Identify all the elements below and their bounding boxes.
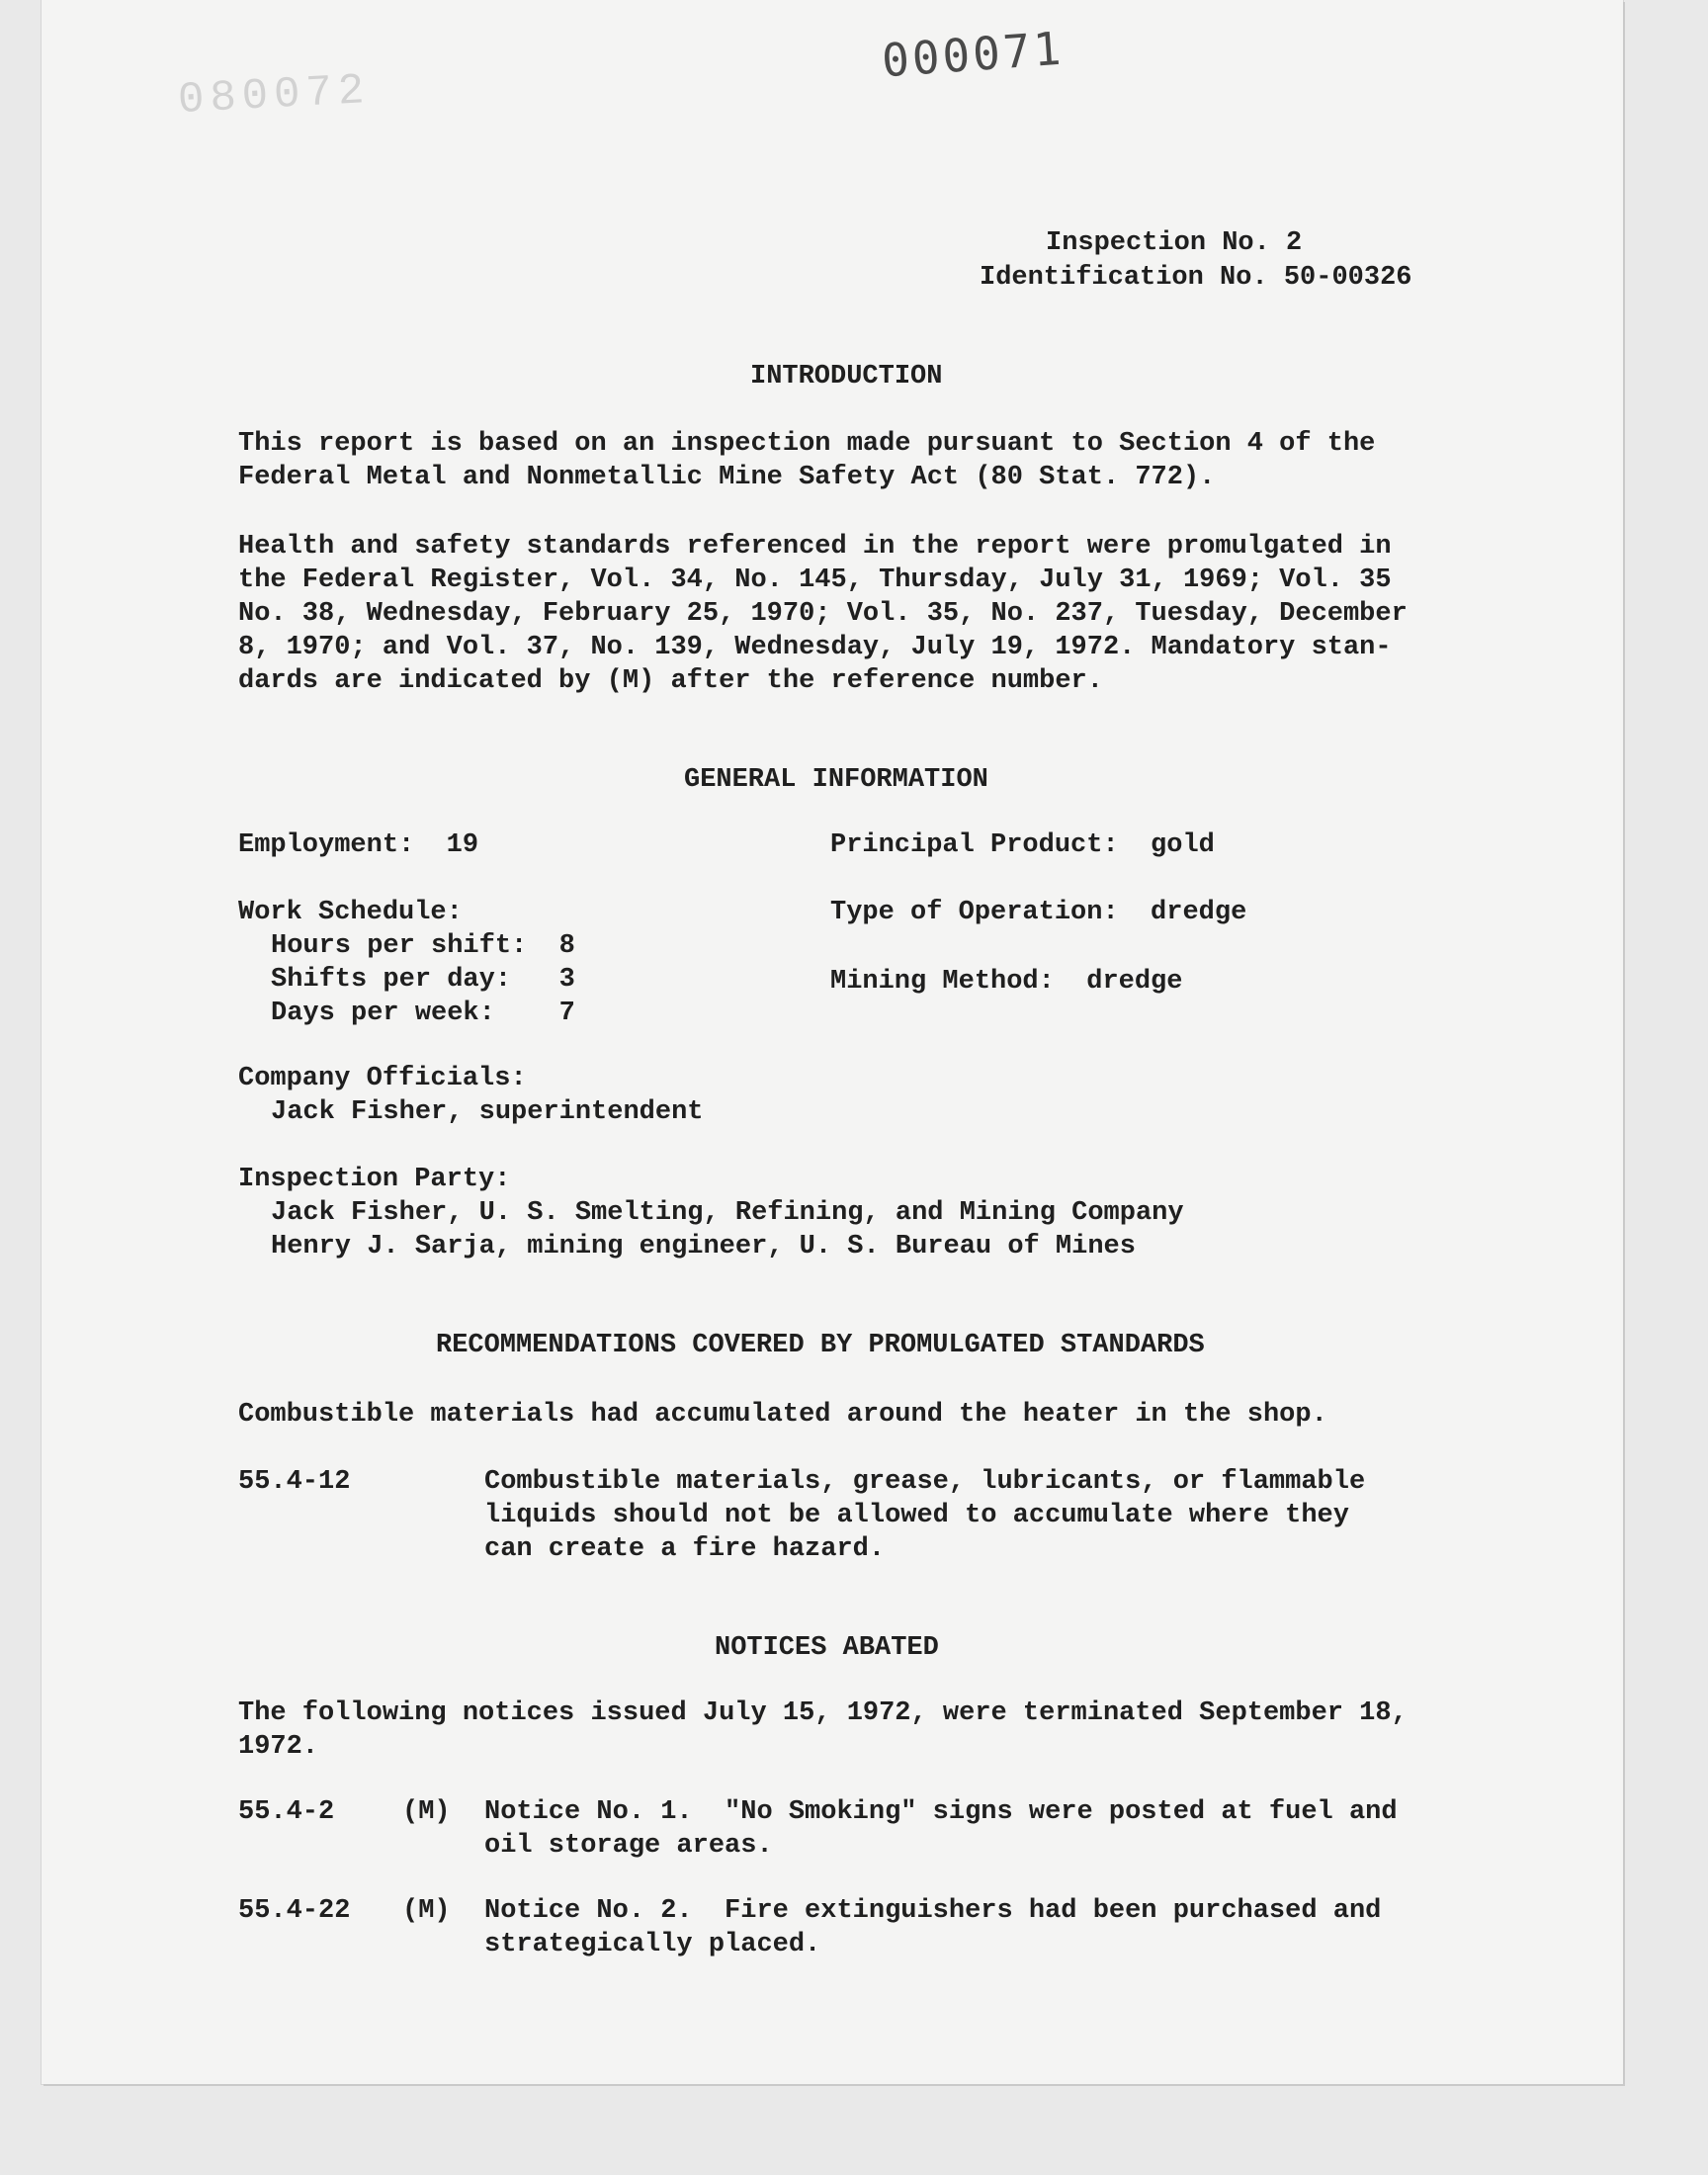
inspection-party-member: Henry J. Sarja, mining engineer, U. S. Bureau of Mines: [271, 1232, 1136, 1262]
introduction-paragraph-2: Health and safety standards referenced in the report were promulgated in the Federal Register, Vol. 34, No. 145, Thursday, July 31, 1969; Vol. 35 No. 38, Wednesday, February 25, 1970; Vol. 35, No. 237, Tuesday, December 8, 1970; and Vol. 37, No. 139, Wednesday, July 19, 1972. Mandatory stan- dards are indicated by (M) after the reference number.: [238, 532, 1408, 696]
notice-reference: 55.4-22: [238, 1896, 351, 1926]
company-official: Jack Fisher, superintendent: [271, 1097, 704, 1127]
type-of-operation: Type of Operation: dredge: [830, 898, 1247, 927]
notice-text: Notice No. 2. Fire extinguishers had been purchased and strategically placed.: [484, 1896, 1382, 1959]
inspection-number: Inspection No. 2: [1046, 228, 1303, 258]
notice-mandatory-mark: (M): [402, 1896, 451, 1926]
days-per-week: Days per week: 7: [271, 999, 575, 1028]
document-page: [42, 0, 1623, 2084]
hours-per-shift: Hours per shift: 8: [271, 931, 575, 961]
work-schedule-label: Work Schedule:: [238, 898, 463, 927]
notice-reference: 55.4-2: [238, 1797, 335, 1827]
mining-method: Mining Method: dredge: [830, 967, 1183, 997]
document-stamp-number: 000071: [880, 21, 1066, 88]
notice-text: Notice No. 1. "No Smoking" signs were posted at fuel and oil storage areas.: [484, 1797, 1398, 1861]
shifts-per-day: Shifts per day: 3: [271, 965, 575, 995]
inspection-party-label: Inspection Party:: [238, 1165, 511, 1194]
recommendations-heading: RECOMMENDATIONS COVERED BY PROMULGATED STANDARDS: [436, 1331, 1205, 1360]
employment: Employment: 19: [238, 830, 479, 860]
faint-bleed-through-number: 080072: [176, 65, 372, 127]
inspection-party-member: Jack Fisher, U. S. Smelting, Refining, and Mining Company: [271, 1198, 1184, 1228]
introduction-heading: INTRODUCTION: [750, 362, 943, 392]
general-information-heading: GENERAL INFORMATION: [684, 765, 988, 795]
recommendation-finding: Combustible materials had accumulated around the heater in the shop.: [238, 1400, 1327, 1430]
introduction-paragraph-1: This report is based on an inspection made pursuant to Section 4 of the Federal Metal and Nonmetallic Mine Safety Act (80 Stat. 772).: [238, 429, 1376, 492]
company-officials-label: Company Officials:: [238, 1064, 527, 1093]
recommendation-reference: 55.4-12: [238, 1467, 351, 1497]
notices-intro: The following notices issued July 15, 1972, were terminated September 18, 1972.: [238, 1698, 1408, 1762]
notice-mandatory-mark: (M): [402, 1797, 451, 1827]
identification-number: Identification No. 50-00326: [980, 263, 1412, 293]
notices-abated-heading: NOTICES ABATED: [715, 1633, 939, 1663]
principal-product: Principal Product: gold: [830, 830, 1215, 860]
recommendation-text: Combustible materials, grease, lubricants, or flammable liquids should not be allowed to accumulate where they can create a fire hazard.: [484, 1467, 1366, 1564]
